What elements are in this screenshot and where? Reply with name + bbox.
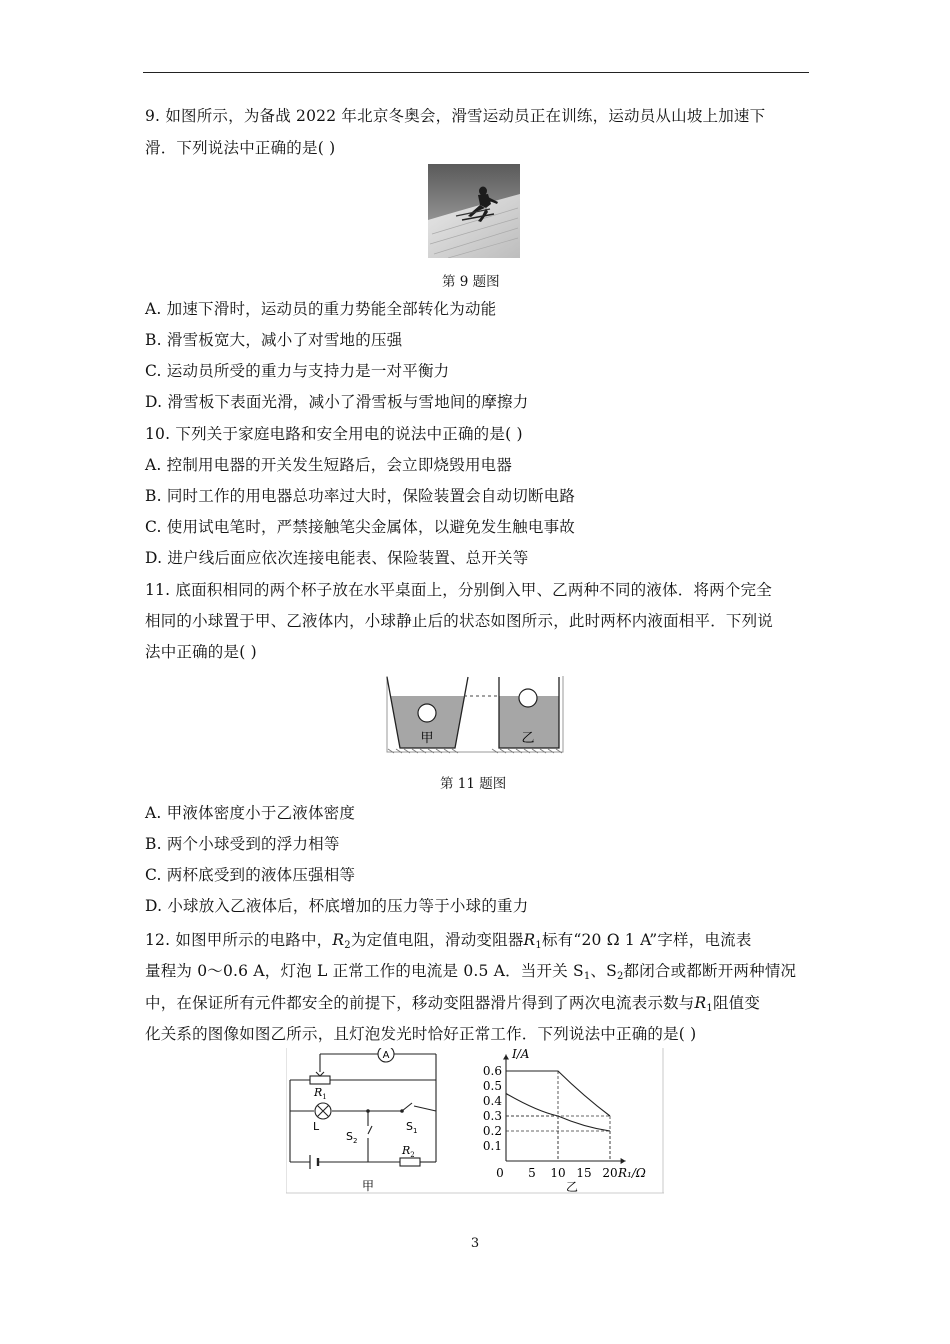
- q11-stem-line-2: 相同的小球置于甲、乙液体内，小球静止后的状态如图所示，此时两杯内液面相平．下列说: [145, 612, 774, 630]
- q12-stem-line-1: 12. 如图甲所示的电路中，$R_2$为定值电阻，滑动变阻器$R_1$标有“20 Ω 1 A”字样，电流表: [145, 931, 752, 951]
- y-tick-label-0: 0.1: [482, 1139, 502, 1153]
- circuit-diagram: [286, 1048, 468, 1194]
- q11-figure-caption: 第 11 题图: [440, 776, 507, 792]
- q9-figure-caption: 第 9 题图: [442, 274, 500, 290]
- skier-photo: [428, 164, 520, 258]
- x-tick-label-2: 15: [576, 1166, 592, 1180]
- y-axis-arrow: [503, 1055, 509, 1060]
- q12-stem-line-2: 量程为 0～0.6 A，灯泡 L 正常工作的电流是 0.5 A．当开关 $S_1$、$S_2$都闭合或都断开两种情况: [145, 962, 797, 982]
- circuit-caption: 甲: [361, 1179, 375, 1193]
- ammeter-label: A: [382, 1050, 390, 1061]
- q11-option-a: A. 甲液体密度小于乙液体密度: [145, 804, 356, 822]
- cup-label-jia: 甲: [420, 731, 434, 746]
- q9-stem-line-1: 9. 如图所示，为备战 2022 年北京冬奥会，滑雪运动员正在训练，运动员从山坡上加速下: [145, 107, 766, 125]
- header-rule: [143, 72, 809, 73]
- q10-stem: 10. 下列关于家庭电路和安全用电的说法中正确的是( ): [145, 425, 523, 443]
- lamp-label: L: [313, 1120, 320, 1133]
- q10-option-a: A. 控制用电器的开关发生短路后，会立即烧毁用电器: [145, 456, 513, 474]
- cup-label-yi: 乙: [521, 731, 535, 746]
- q11-option-c: C. 两杯底受到的液体压强相等: [145, 866, 356, 884]
- q12-stem-line-4: 化关系的图像如图乙所示，且灯泡发光时恰好正常工作．下列说法中正确的是( ): [145, 1025, 697, 1043]
- y-axis-label: I/A: [512, 1048, 530, 1061]
- r2-label: $R_2$: [402, 1144, 415, 1159]
- resistor-r2-icon: [400, 1158, 420, 1166]
- x-axis-arrow: [621, 1158, 626, 1164]
- r1-label: $R_1$: [314, 1086, 327, 1101]
- q10-option-c: C. 使用试电笔时，严禁接触笔尖金属体，以避免发生触电事故: [145, 518, 575, 536]
- q10-option-b: B. 同时工作的用电器总功率过大时，保险装置会自动切断电路: [145, 487, 576, 505]
- y-tick-label-3: 0.4: [482, 1094, 502, 1108]
- q9-option-d: D. 滑雪板下表面光滑，减小了滑雪板与雪地间的摩擦力: [145, 393, 529, 411]
- graph-caption: 乙: [565, 1180, 579, 1194]
- y-tick-label-1: 0.2: [482, 1124, 502, 1138]
- x-tick-label-3: 20: [602, 1166, 618, 1180]
- q9-option-a: A. 加速下滑时，运动员的重力势能全部转化为动能: [145, 300, 497, 318]
- x-tick-label-1: 10: [550, 1166, 566, 1180]
- q11-stem-line-1: 11. 底面积相同的两个杯子放在水平桌面上，分别倒入甲、乙两种不同的液体．将两个完全: [145, 581, 772, 599]
- x-axis-label: R₁/Ω: [618, 1166, 646, 1180]
- q9-stem-line-2: 滑．下列说法中正确的是( ): [145, 139, 336, 157]
- current-resistance-graph: [468, 1048, 664, 1194]
- cups-diagram: [386, 676, 564, 754]
- battery-icon: [310, 1155, 318, 1169]
- switch-s2-label: $S_2$: [346, 1130, 358, 1145]
- q11-option-b: B. 两个小球受到的浮力相等: [145, 835, 340, 853]
- q11-stem-line-3: 法中正确的是( ): [145, 643, 257, 661]
- origin-label: 0: [496, 1166, 504, 1180]
- switch-s1-label: $S_1$: [406, 1120, 418, 1135]
- q9-option-b: B. 滑雪板宽大，减小了对雪地的压强: [145, 331, 403, 349]
- y-tick-label-4: 0.5: [482, 1079, 502, 1093]
- q11-option-d: D. 小球放入乙液体后，杯底增加的压力等于小球的重力: [145, 897, 529, 915]
- y-tick-label-5: 0.6: [482, 1064, 502, 1078]
- ball-in-cup-b: [519, 689, 537, 707]
- rheostat-icon: [310, 1076, 330, 1084]
- y-tick-label-2: 0.3: [482, 1109, 502, 1123]
- q9-option-c: C. 运动员所受的重力与支持力是一对平衡力: [145, 362, 450, 380]
- q10-option-d: D. 进户线后面应依次连接电能表、保险装置、总开关等: [145, 549, 529, 567]
- q12-stem-line-3: 中，在保证所有元件都安全的前提下，移动变阻器滑片得到了两次电流表示数与$R_1$阻值变: [145, 994, 761, 1014]
- page-number: 3: [470, 1236, 480, 1251]
- ball-in-cup-a: [418, 704, 436, 722]
- x-tick-label-0: 5: [528, 1166, 536, 1180]
